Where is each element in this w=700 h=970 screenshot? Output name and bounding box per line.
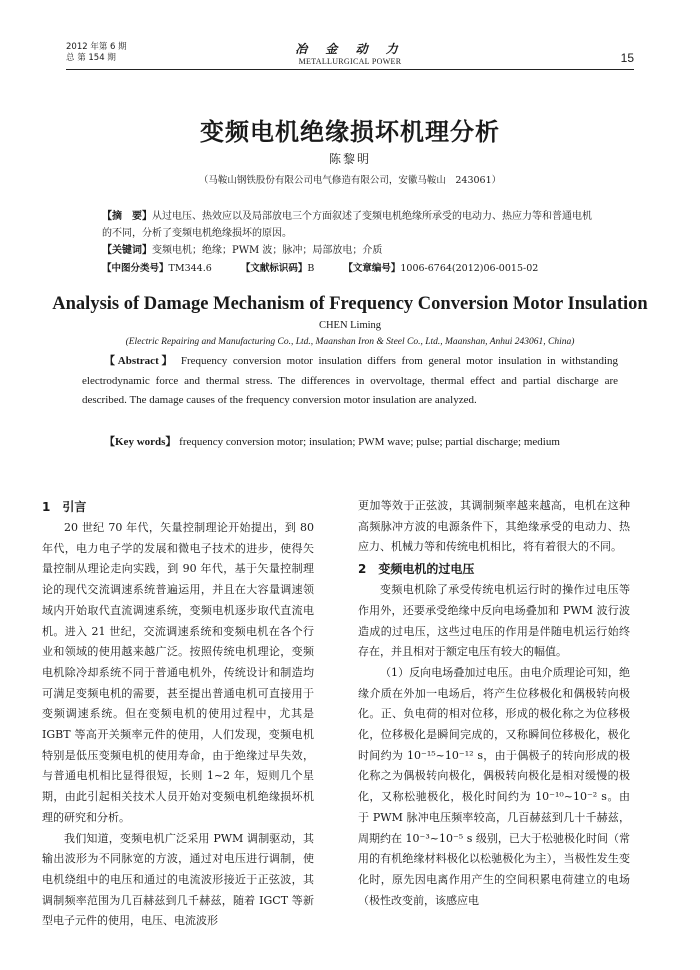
doc-code-label: 【文献标识码】 bbox=[240, 263, 308, 274]
author-cn: 陈黎明 bbox=[328, 152, 371, 166]
clc-value: TM344.6 bbox=[168, 263, 212, 274]
header-rule bbox=[66, 69, 634, 70]
doc-code-value: B bbox=[307, 263, 315, 274]
section-1-para-2: 我们知道，变频电机广泛采用 PWM 调制驱动，其输出波形为不同脉宽的方波，通过对电压进行调制，使电机绕组中的电压和通过的电流波形接近于正弦波，其调制频率范围为几百赫兹到几千赫兹，随着 IGCT 等新型电子元件的使用，电压、电流波形 bbox=[42, 831, 314, 928]
issue-line-1: 2012 年第 6 期 bbox=[66, 42, 127, 52]
section-1-para-2-continued: 更加等效于正弦波，其调制频率越来越高，电机在这种高频脉冲方波的电源条件下，其绝缘承受的电动力、热应力、机械力等和传统电机相比，将有着很大的不同。 bbox=[358, 499, 630, 554]
title-en: Analysis of Damage Mechanism of Frequency Conversion Motor Insulation bbox=[52, 294, 648, 314]
article-no-value: 1006-6764(2012)06-0015-02 bbox=[400, 263, 539, 274]
author-en: CHEN Liming bbox=[318, 320, 382, 331]
keywords-cn-para bbox=[102, 242, 600, 259]
keywords-en-label: 【Key words】 bbox=[104, 436, 177, 448]
journal-name-cn: 冶 金 动 力 bbox=[295, 42, 405, 56]
body-column-left bbox=[42, 496, 314, 932]
section-2-title: 变频电机的过电压 bbox=[378, 562, 475, 577]
section-1-number: 1 bbox=[42, 500, 51, 514]
affiliation-en: (Electric Repairing and Manufacturing Co., Ltd., Maanshan Iron & Steel Co., Ltd., Maanshan, Anhui 243061, China) bbox=[125, 337, 575, 347]
keywords-en-text: frequency conversion motor; insulation; PWM wave; pulse; partial discharge; medium bbox=[176, 436, 560, 448]
keywords-en bbox=[82, 433, 618, 453]
keywords-en-para bbox=[82, 433, 618, 453]
keywords-cn-text: 变频电机；绝缘；PWM 波；脉冲；局部放电；介质 bbox=[152, 245, 383, 256]
section-1-heading bbox=[42, 496, 314, 518]
keywords-cn-label: 【关键词】 bbox=[102, 245, 152, 256]
journal-name-en: METALLURGICAL POWER bbox=[298, 57, 402, 66]
issue-line-2: 总 第 154 期 bbox=[66, 53, 116, 63]
journal-name bbox=[66, 42, 634, 67]
section-2-para-1: 变频电机除了承受传统电机运行时的操作过电压等作用外，还要承受绝缘中反向电场叠加和 PWM 波行波造成的过电压，这些过电压的作用是伴随电机运行始终存在，并且相对于额定电压有较大的幅值。 bbox=[358, 583, 630, 659]
abstract-en-label: 【Abstract】 bbox=[104, 355, 176, 367]
abstract-cn-text: 从过电压、热效应以及局部放电三个方面叙述了变频电机绝缘所承受的电动力、热应力等和普通电机的不同，分析了变频电机绝缘损坏的原因。 bbox=[102, 211, 592, 239]
affiliation-cn: （马鞍山钢铁股份有限公司电气修造有限公司，安徽马鞍山 243061） bbox=[198, 175, 502, 186]
section-1-para-1: 20 世纪 70 年代，矢量控制理论开始提出，到 80 年代，电力电子学的发展和微电子技术的进步，使得矢量控制从理论走向实践，到 90 年代，基于矢量控制理论的现代交流调速系统普遍运用，并且在大容量调速领域内开始取代直流调速系统，变频电机逐步取代直流电机。进入 21 世纪，交流调速系统和变频电机在各个行业和领域的使用越来越广泛。按照传统电机理论，变频电机除冷却系统不同于普通电机外，传统设计和制造均可满足变频电机的需要，甚至提出普通电机可直接用于变频调速系统。但在变频电机的使用过程中，尤其是 IGBT 等高开关频率元件的使用，人们发现，变频电机特别是低压变频电机的使用寿命，由于绝缘过早失效，与普通电机相比显得很短，长则 1~2 年，短则几个星期，由此引起相关技术人员开始对变频电机绝缘损坏机理的研究和分析。 bbox=[42, 521, 314, 824]
abstract-en bbox=[82, 352, 618, 411]
section-2-para-2: （1）反向电场叠加过电压。由电介质理论可知，绝缘介质在外加一电场后，将产生位移极化和偶极转向极化。正、负电荷的相对位移，形成的极化称之为位移极化，位移极化是瞬间完成的，又称瞬间位移极化，极化时间约为 10⁻¹⁵~10⁻¹² s，由于偶极子的转向形成的极化称之为偶极转向极化，偶极转向极化是相对缓慢的极化，又称松驰极化，极化时间约为 10⁻¹⁰~10⁻² s。由于 PWM 脉冲电压频率较高，几百赫兹到几十千赫兹，周期约在 10⁻³~10⁻⁵ s 级别，已大于松驰极化时间（常用的有机绝缘材料极化以松驰极化为主），当极性发生变化时，原先因电离作用产生的空间积累电荷建立的电场（极性改变前，该感应电 bbox=[358, 665, 630, 907]
clc-label: 【中图分类号】 bbox=[102, 263, 169, 274]
section-2-number: 2 bbox=[358, 562, 367, 577]
abstract-cn-para bbox=[102, 208, 600, 242]
running-header bbox=[66, 42, 634, 72]
abstract-cn-label: 【摘 要】 bbox=[102, 211, 152, 222]
abstract-cn bbox=[102, 208, 600, 259]
section-2-heading bbox=[358, 558, 630, 580]
article-no-label: 【文章编号】 bbox=[343, 263, 401, 274]
page-number: 15 bbox=[620, 51, 634, 65]
body-column-right bbox=[358, 496, 630, 911]
title-cn: 变频电机绝缘损坏机理分析 bbox=[200, 118, 500, 146]
abstract-en-text: Frequency conversion motor insulation differs from general motor insulation in withstanding electrodynamic force and thermal stress. The differences in overvoltage, thermal effect and partial discharge are described. The damage causes of the frequency conversion motor insulation are analyzed. bbox=[82, 355, 618, 406]
abstract-en-para bbox=[82, 352, 618, 411]
classification-row bbox=[102, 260, 564, 274]
section-1-title: 引言 bbox=[62, 500, 87, 514]
